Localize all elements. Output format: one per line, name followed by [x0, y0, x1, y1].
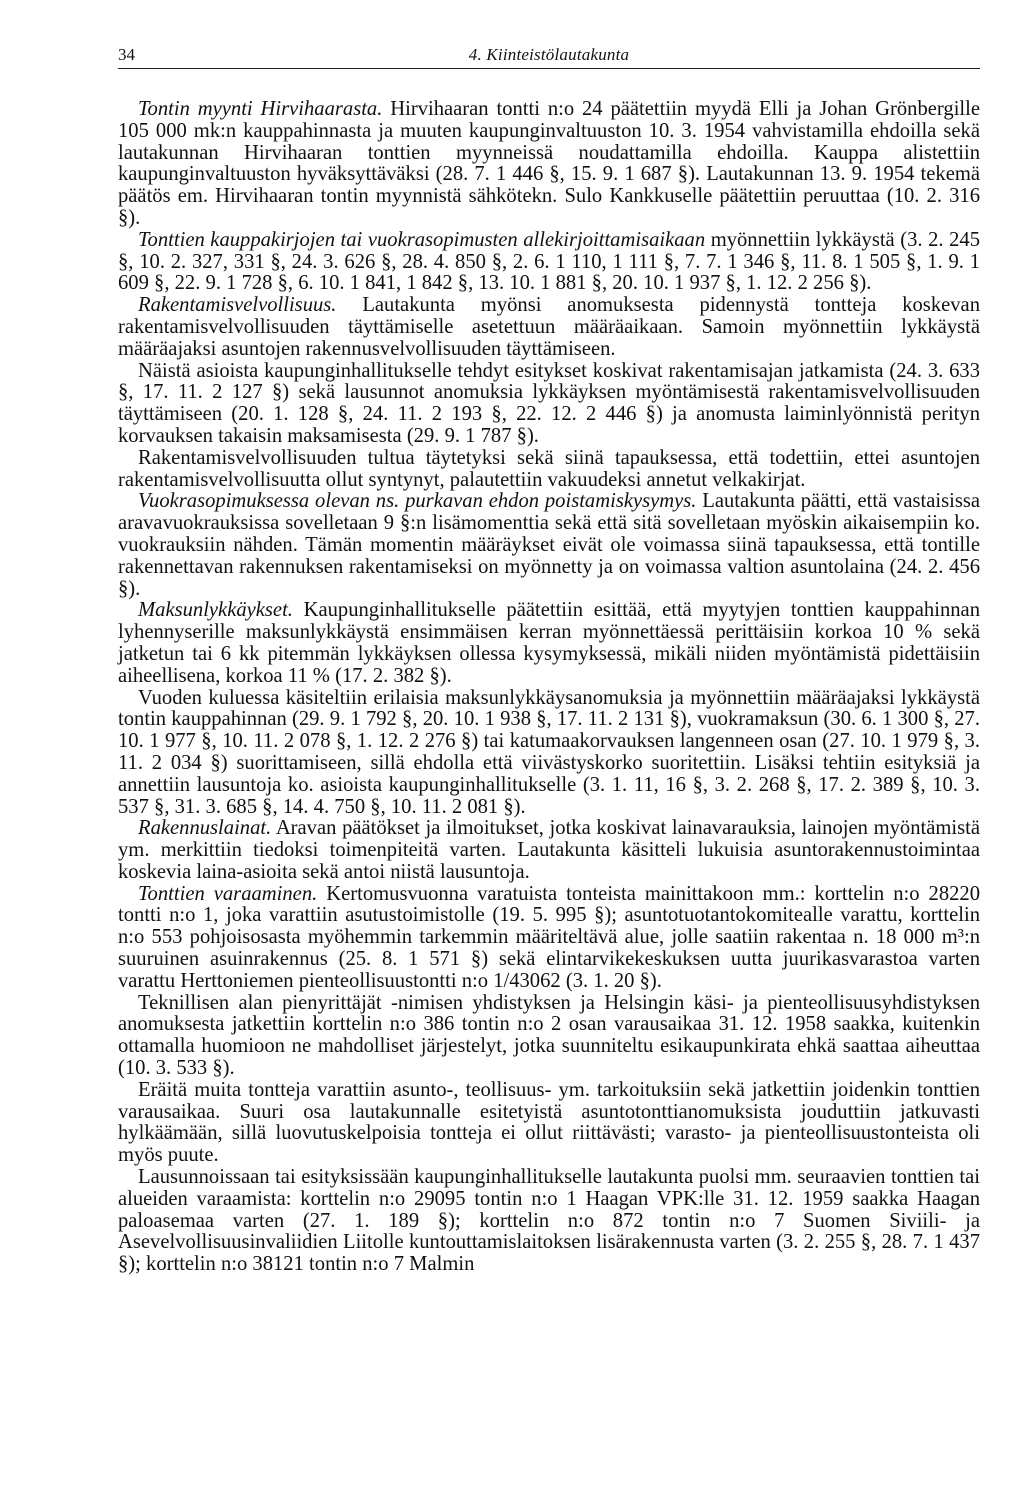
paragraph-text: Kaupunginhallitukselle päätettiin esittää, että myytyjen tonttien kauppahinnan lyhennyserille maksunlykkäystä ensimmäisen kerran myönnettäessä perittäisiin korkoa 10 % sekä jatketun tai 6 kk pitemmän lykkäyksen ollessa kysymyksessä, mikäli niiden myöntämistä pidettäisiin aiheellisena, korkoa 11 % (17. 2. 382 §). [118, 599, 980, 687]
paragraph-text: Hirvihaaran tontti n:o 24 päätettiin myydä Elli ja Johan Grönbergille 105 000 mk:n kauppahinnasta ja muuten kaupunginvaltuuston 10. 3. 1954 vahvistamilla ehdoilla sekä lautakunnan Hirvihaaran tonttien myynneissä noudattamilla ehdoilla. Kauppa alistettiin kaupunginvaltuuston hyväksyttäväksi (28. 7. 1 446 §, 15. 9. 1 687 §). Lautakunnan 13. 9. 1954 tekemä päätös em. Hirvihaaran tontin myynnistä sähkötekn. Sulo Kankkuselle päätettiin peruuttaa (10. 2. 316 §). [118, 98, 980, 229]
paragraph-heading: Rakentamisvelvollisuus. [138, 294, 337, 317]
body-text [118, 99, 980, 1276]
paragraph-heading: Tontin myynti Hirvihaarasta. [138, 98, 383, 120]
paragraph-text: myönnettiin lykkäystä (3. 2. 245 §, 10. 2. 327, 331 §, 24. 3. 626 §, 28. 4. 850 §, 2. 6. 1 110, 1 111 §, 7. 7. 1 346 §, 11. 8. 1 505 §, 1. 9. 1 609 §, 22. 9. 1 728 §, 6. 10. 1 841, 1 842 §, 13. 10. 1 881 §, 20. 10. 1 937 §, 1. 12. 2 256 §). [118, 228, 980, 295]
paragraph-text: Rakentamisvelvollisuuden tultua täytetyksi sekä siinä tapauksessa, että todettiin, ettei asuntojen rakentamisvelvollisuutta ollut syntynyt, palautettiin vakuudeksi annetut velkakirjat. [118, 446, 980, 491]
paragraph [118, 1167, 980, 1276]
paragraph-text: Lautakunta päätti, että vastaisissa aravavuokrauksissa sovelletaan 9 §:n lisämomenttia sekä että sitä sovelletaan myöskin aikaisempiin ko. vuokrauksiin nähden. Tämän momentin määräykset eivät ole voimassa siinä tapauksessa, että tontille rakennettavan rakennuksen rakentamiseksi on myönnetty ja on voimassa valtion asuntolaina (24. 2. 456 §). [118, 490, 980, 600]
paragraph-text: Näistä asioista kaupunginhallitukselle tehdyt esitykset koskivat rakentamisajan jatkamista (24. 3. 633 §, 17. 11. 2 127 §) sekä lausunnot anomuksia lykkäyksen myöntämisestä rakentamisvelvollisuuden täyttämiseen (20. 1. 128 §, 24. 11. 2 193 §, 22. 12. 2 446 §) ja anomusta laiminlyönnistä perityn korvauksen takaisin maksamisesta (29. 9. 1 787 §). [118, 359, 980, 447]
paragraph [118, 99, 980, 230]
paragraph [118, 818, 980, 883]
running-header [118, 44, 980, 69]
paragraph-text: Teknillisen alan pienyrittäjät -nimisen yhdistyksen ja Helsingin käsi- ja pienteollisuusyhdistyksen anomuksesta jatkettiin korttelin n:o 386 tontin n:o 2 osan varausaikaa 31. 12. 1958 saakka, kuitenkin ottamalla huomioon ne mahdolliset järjestelyt, jotka suunniteltu esikaupunkirata ehkä saattaa aiheuttaa (10. 3. 533 §). [118, 991, 980, 1080]
paragraph-text: Lausunnoissaan tai esityksissään kaupunginhallitukselle lautakunta puolsi mm. seuraavien tonttien tai alueiden varaamista: korttelin n:o 29095 tontin n:o 1 Haagan VPK:lle 31. 12. 1959 saakka Haagan paloasemaa varten (27. 1. 189 §); korttelin n:o 872 tontin n:o 7 Suomen Siviili- ja Asevelvollisuusinvaliidien Liitolle kuntouttamislaitoksen lisärakennusta varten (3. 2. 255 §, 28. 7. 1 437 §); korttelin n:o 38121 tontin n:o 7 Malmin [118, 1166, 980, 1276]
paragraph-text: Kertomusvuonna varatuista tonteista mainittakoon mm.: korttelin n:o 28220 tontti n:o 1, joka varattiin asutustoimistolle (19. 5. 995 §); asuntotuotantokomitealle varattu, korttelin n:o 553 pohjoisosasta myöhemmin tarkemmin määriteltävä alue, jolle saatiin rakentaa n. 18 000 m³:n suuruinen asuinrakennus (25. 8. 1 571 §) sekä elintarvikekeskuksen uutta juurikasvarastoa varten varattu Herttoniemen pienteollisuustontti n:o 1/43062 (3. 1. 20 §). [118, 882, 981, 992]
paragraph [118, 230, 980, 295]
paragraph [118, 884, 980, 993]
chapter-title: 4. Kiinteistölautakunta [468, 45, 630, 64]
paragraph-text: Aravan päätökset ja ilmoitukset, jotka koskivat lainavarauksia, lainojen myöntämistä ym. merkittiin tiedoksi toimenpiteitä varten. Lautakunta käsitteli lukuisia asuntorakennustoimintaa koskevia laina-asioita sekä antoi niistä lausuntoja. [118, 817, 980, 883]
paragraph-heading: Vuokrasopimuksessa olevan ns. purkavan ehdon poistamiskysymys. [138, 490, 697, 513]
paragraph-text: Lautakunta myönsi anomuksesta pidennystä tontteja koskevan rakentamisvelvollisuuden täyttämiselle asetettuun määräaikaan. Samoin myönnettiin lykkäystä määräajaksi asuntojen rakennusvelvollisuuden täyttämiseen. [118, 294, 980, 360]
paragraph-heading: Rakennuslainat. [138, 817, 272, 840]
paragraph [118, 600, 980, 687]
page-number: 34 [118, 45, 135, 64]
paragraph-heading: Tonttien varaaminen. [138, 882, 318, 905]
paragraph [118, 295, 980, 360]
paragraph [118, 688, 980, 819]
paragraph [118, 448, 980, 492]
paragraph-heading: Maksunlykkäykset. [138, 599, 293, 622]
paragraph [118, 491, 980, 600]
paragraph-text: Vuoden kuluessa käsiteltiin erilaisia maksunlykkäysanomuksia ja myönnettiin määräajaksi lykkäystä tontin kauppahinnan (29. 9. 1 792 §, 20. 10. 1 938 §, 17. 11. 2 131 §), vuokramaksun (30. 6. 1 300 §, 27. 10. 1 977 §, 10. 11. 2 078 §, 1. 12. 2 276 §) tai katumaakorvauksen langenneen osan (27. 10. 1 979 §, 3. 11. 2 034 §) suorittamiseen, sillä ehdolla että viivästyskorko suoritettiin. Lisäksi tehtiin esityksiä ja annettiin lausuntoja ko. asioista kaupunginhallitukselle (3. 1. 11, 16 §, 3. 2. 268 §, 17. 2. 389 §, 10. 3. 537 §, 31. 3. 685 §, 14. 4. 750 §, 10. 11. 2 081 §). [118, 686, 980, 818]
paragraph [118, 361, 980, 448]
document-page [118, 44, 980, 1276]
paragraph [118, 993, 980, 1080]
paragraph-heading: Tonttien kauppakirjojen tai vuokrasopimusten allekirjoittamisaikaan [138, 228, 706, 251]
paragraph-text: Eräitä muita tontteja varattiin asunto-, teollisuus- ym. tarkoituksiin sekä jatkettiin joidenkin tonttien varausaikaa. Suuri osa lautakunnalle esitetyistä asuntotonttianomuksista jouduttiin jatkuvasti hylkäämään, sillä luovutuskelpoisia tontteja ei ollut riittävästi; varasto- ja pienteollisuustonteista oli myös puute. [118, 1078, 980, 1167]
paragraph [118, 1080, 980, 1167]
